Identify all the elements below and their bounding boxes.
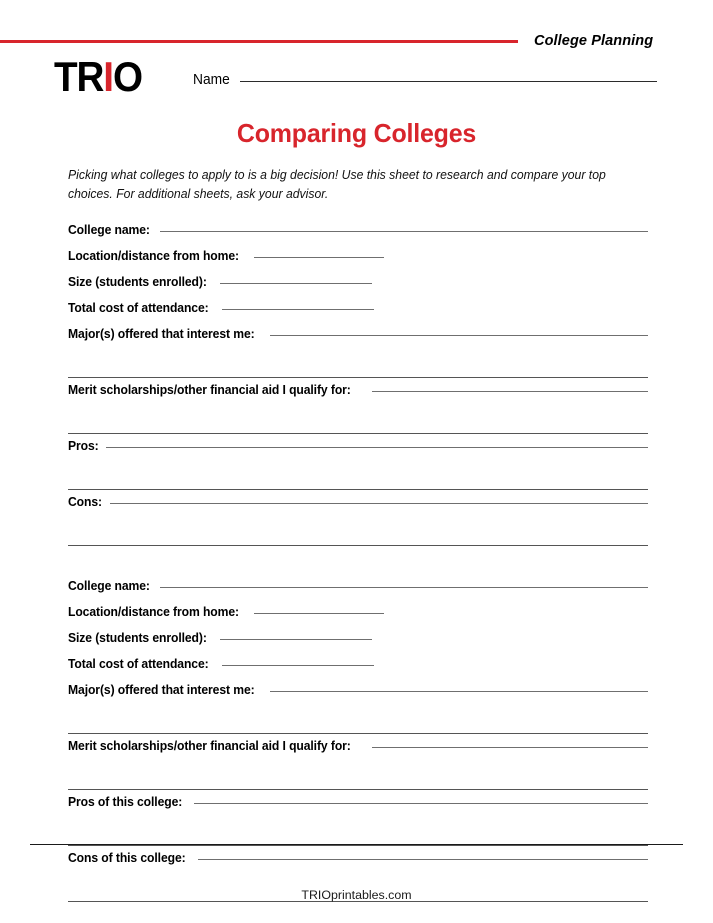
header-rule-row: [0, 33, 713, 49]
field-input-line[interactable]: [270, 334, 648, 336]
intro-paragraph: Picking what colleges to apply to is a big decision! Use this sheet to research and compare your top choices. For additional sheets, ask your advisor.: [68, 168, 606, 201]
field-input-line[interactable]: [106, 446, 648, 448]
field-row: [68, 682, 648, 708]
field-label: College name:: [68, 578, 150, 593]
field-input-line[interactable]: [160, 230, 648, 232]
field-row: [68, 494, 648, 520]
field-label: Major(s) offered that interest me:: [68, 326, 255, 341]
field-label: Size (students enrolled):: [68, 630, 207, 645]
field-input-line[interactable]: [220, 638, 372, 640]
field-input-line[interactable]: [110, 502, 648, 504]
college-section: [68, 222, 648, 550]
field-label: Total cost of attendance:: [68, 300, 209, 315]
field-label: Location/distance from home:: [68, 248, 239, 263]
trio-logo: [54, 53, 142, 100]
name-label: Name: [193, 72, 230, 88]
field-input-line[interactable]: [372, 390, 648, 392]
field-input-line[interactable]: [270, 690, 648, 692]
field-input-line[interactable]: [160, 586, 648, 588]
field-input-line[interactable]: [372, 746, 648, 748]
field-row: [68, 656, 648, 682]
footer-website: TRIOprintables.com: [301, 888, 412, 902]
row-spacer: [68, 546, 648, 550]
field-label: Major(s) offered that interest me:: [68, 682, 255, 697]
field-input-line[interactable]: [194, 802, 648, 804]
field-row: [68, 738, 648, 764]
logo-text-prefix: TR: [54, 53, 104, 100]
logo-text-suffix: O: [112, 53, 142, 100]
field-label: Cons:: [68, 494, 102, 509]
page-title: Comparing Colleges: [236, 118, 477, 148]
field-row: [68, 382, 648, 408]
field-input-line[interactable]: [198, 858, 648, 860]
field-row: [68, 300, 648, 326]
field-row: [68, 794, 648, 820]
college-section: [68, 578, 648, 906]
field-input-line[interactable]: [254, 256, 384, 258]
field-row: [68, 630, 648, 656]
name-input-line[interactable]: [240, 80, 657, 82]
logo-text-accent: I: [103, 53, 113, 100]
field-label: Merit scholarships/other financial aid I qualify for:: [68, 738, 351, 753]
field-row: [68, 604, 648, 630]
field-label: Location/distance from home:: [68, 604, 239, 619]
header-kicker: College Planning: [534, 33, 654, 49]
field-label: Merit scholarships/other financial aid I qualify for:: [68, 382, 351, 397]
row-spacer: [68, 902, 648, 906]
field-input-line[interactable]: [254, 612, 384, 614]
field-row: [68, 274, 648, 300]
field-row: [68, 222, 648, 248]
field-row: [68, 850, 648, 876]
name-field-row: [193, 72, 657, 88]
field-label: Pros:: [68, 438, 99, 453]
field-row: [68, 578, 648, 604]
field-row: [68, 326, 648, 352]
header-accent-rule: [0, 40, 518, 43]
field-input-line[interactable]: [222, 308, 374, 310]
field-label: College name:: [68, 222, 150, 237]
footer-divider: [30, 844, 683, 845]
field-input-line[interactable]: [222, 664, 374, 666]
field-label: Cons of this college:: [68, 850, 186, 865]
field-input-line[interactable]: [220, 282, 372, 284]
field-row: [68, 248, 648, 274]
field-label: Pros of this college:: [68, 794, 183, 809]
field-label: Total cost of attendance:: [68, 656, 209, 671]
worksheet-form: [68, 222, 648, 906]
field-row: [68, 438, 648, 464]
field-label: Size (students enrolled):: [68, 274, 207, 289]
